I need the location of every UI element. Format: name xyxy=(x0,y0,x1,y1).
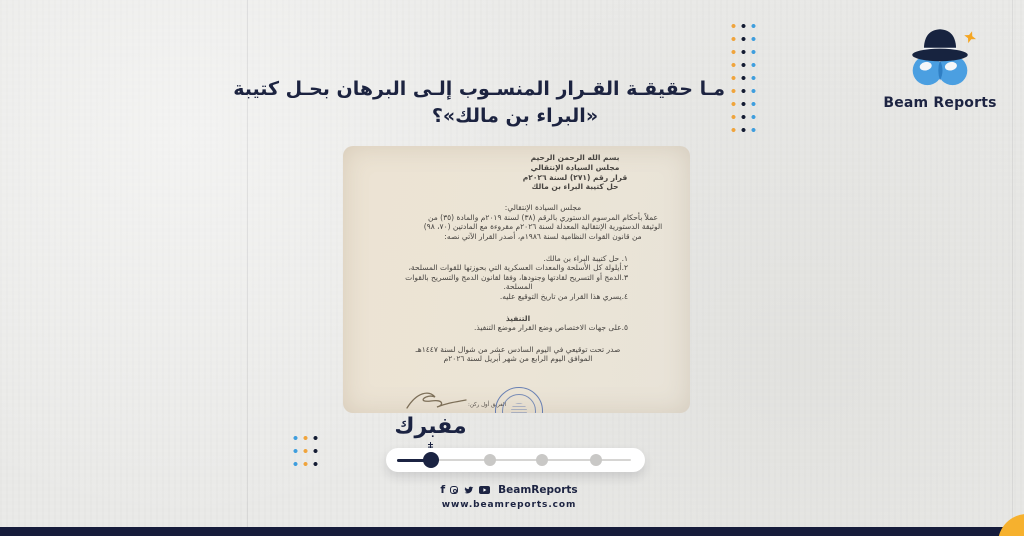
headline-line-2: «البراء بن مالك»؟ xyxy=(431,105,599,127)
dot-column xyxy=(313,432,318,471)
facebook-icon: f xyxy=(440,483,446,496)
closing-line: الموافق اليوم الرابع من شهر أبريل لسنة ٢٠٢٦م xyxy=(443,354,593,364)
dot-column xyxy=(741,20,746,136)
paper-fold-line xyxy=(1012,0,1013,528)
social-row xyxy=(409,484,609,496)
preamble-line: من قانون القوات النظامية لسنة ١٩٨٦م، أصدر القرار الآتي نصه: xyxy=(444,231,642,241)
decree-preamble xyxy=(408,203,678,241)
closing-line: صدر تحت توقيعي في اليوم السادس عشر من شوال لسنة ١٤٤٧هـ xyxy=(415,344,621,354)
preamble-line: عملاً بأحكام المرسوم الدستوري بالرقم (٣٨) لسنة ٢٠١٩م والمادة (٣٥) من xyxy=(428,212,658,222)
preamble-line: مجلس السيادة الإنتقالي: xyxy=(504,203,582,213)
spy-hat-logo-icon xyxy=(898,20,982,94)
issuing-body: مجلس السيادة الإنتقالي xyxy=(530,162,620,172)
dot-column xyxy=(293,432,298,471)
sparkle-icon xyxy=(962,29,978,45)
dot-column xyxy=(303,432,308,471)
social-handle: BeamReports xyxy=(498,484,578,496)
official-stamp-icon xyxy=(495,387,543,413)
execution-article: ٥.على جهات الاختصاص وضع القرار موضع التنفيذ. xyxy=(474,323,628,333)
decree-document xyxy=(343,146,690,413)
instagram-icon xyxy=(450,486,458,494)
decree-closing xyxy=(408,345,628,364)
signatory-title: الفريق أول ركن: xyxy=(468,402,507,408)
hat-brim xyxy=(912,49,967,62)
article-line: ٢.أيلولة كل الأسلحة والمعدات العسكرية التي بحوزتها للقوات المسلحة، xyxy=(408,263,628,273)
slider-dot xyxy=(484,454,496,466)
article-line: المسلحة. xyxy=(503,282,533,292)
dots-pattern-top-right xyxy=(731,20,761,136)
slider-dot xyxy=(536,454,548,466)
headline xyxy=(233,76,725,130)
dots-pattern-bottom-left xyxy=(293,432,323,471)
decree-header xyxy=(490,153,660,192)
bottom-accent-bar xyxy=(0,527,1024,536)
article-line: ٤.يسري هذا القرار من تاريخ التوقيع عليه. xyxy=(499,291,628,301)
decree-articles xyxy=(405,253,628,302)
slider-dot xyxy=(590,454,602,466)
decree-subject: حل كتيبة البراء بن مالك xyxy=(531,182,619,192)
website-url: www.beamreports.com xyxy=(441,500,577,510)
youtube-icon xyxy=(479,486,490,494)
headline-line-1: مـا حقيقـة القـرار المنسـوب إلـى البرهان بحـل كتيبة xyxy=(233,78,725,100)
decree-number: قرار رقم (٢٧١) لسنة ٢٠٢٦م xyxy=(522,172,628,182)
beam-reports-logo xyxy=(878,20,1002,111)
rating-slider xyxy=(386,448,645,472)
twitter-icon xyxy=(463,486,474,495)
logo-wordmark: Beam Reports xyxy=(883,95,997,111)
dot-column xyxy=(731,20,736,136)
signature-icon xyxy=(403,388,469,413)
preamble-line: الوثيقة الدستورية الإنتقالية المعدلة لسنة ٢٠٢٦م مقروءة مع المادتين (٧٠، ٩٨) xyxy=(423,222,663,232)
execution-heading: التنفيذ xyxy=(505,313,531,323)
article-line: ٣.الدمج أو التسريح لقادتها وجنودها، وفقا لقانون الدمج والتسريح بالقوات xyxy=(405,272,628,282)
slider-dot-selected xyxy=(423,452,439,468)
dot-column xyxy=(751,20,756,136)
verdict-label: مفبرك xyxy=(394,414,467,439)
decree-execution xyxy=(408,314,628,333)
footer xyxy=(409,484,609,510)
article-line: ١. حل كتيبة البراء بن مالك. xyxy=(543,253,628,263)
corner-circle-accent xyxy=(998,514,1024,536)
basmala: بسم الله الرحمن الرحيم xyxy=(530,153,620,162)
